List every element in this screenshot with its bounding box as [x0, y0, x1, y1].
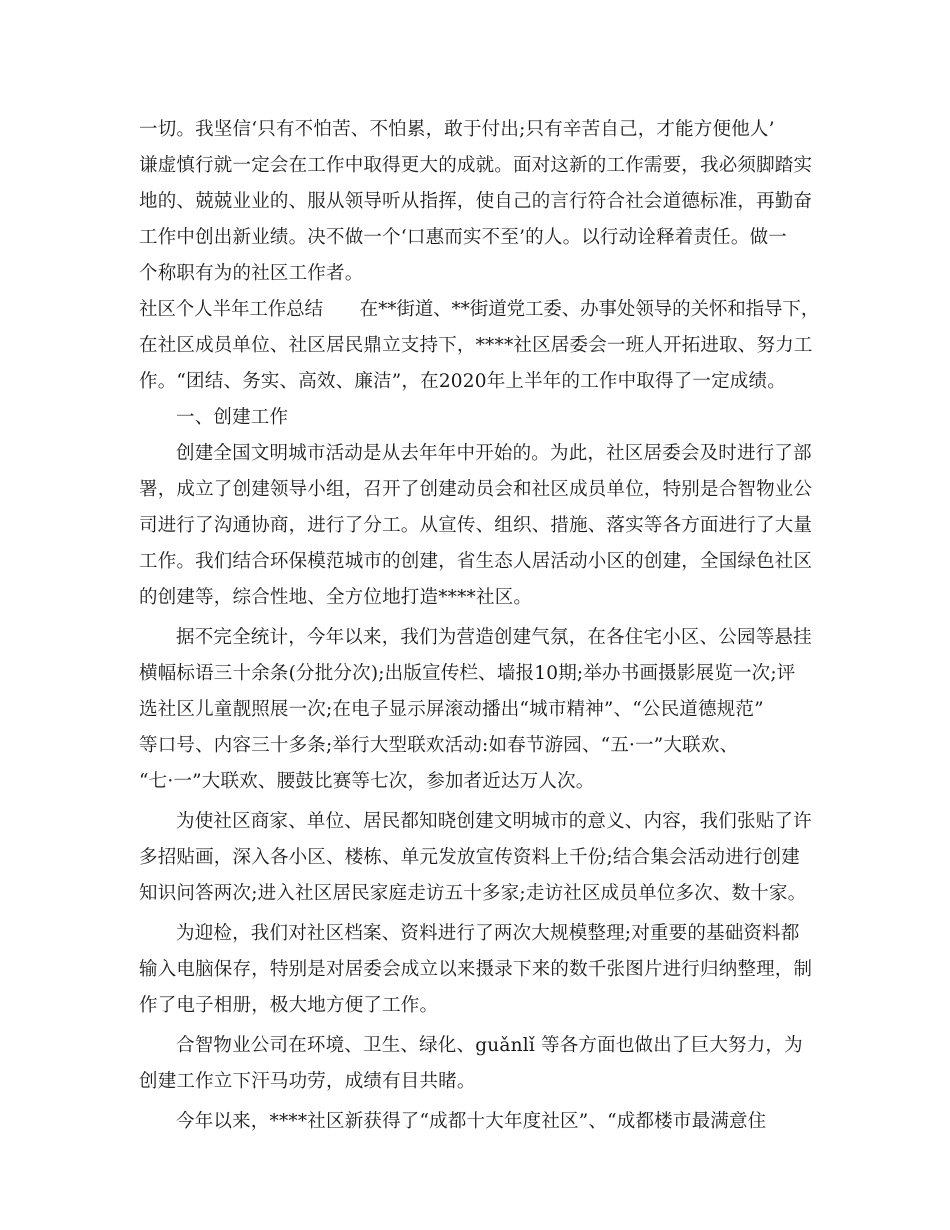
text-line: 社区个人半年工作总结 在**街道、**街道党工委、办事处领导的关怀和指导下， — [139, 299, 820, 320]
text-line: 知识问答两次;进入社区居民家庭走访五十多家;走访社区成员单位多次、数十家。 — [139, 883, 807, 904]
text-line: 作了电子相册，极大地方便了工作。 — [139, 995, 439, 1016]
text-line: 作。“团结、务实、高效、廉洁”，在2020年上半年的工作中取得了一定成绩。 — [139, 371, 786, 392]
paragraph-start-line: 创建全国文明城市活动是从去年年中开始的。为此，社区居委会及时进行了部 — [176, 443, 812, 464]
text-line: 等口号、内容三十多条;举行大型联欢活动:如春节游园、“五·一”大联欢、 — [139, 735, 739, 756]
text-line: 个称职有为的社区工作者。 — [139, 263, 364, 284]
paragraph-start-line: 为使社区商家、单位、居民都知晓创建文明城市的意义、内容，我们张贴了许 — [176, 811, 812, 832]
text-line: 地的、兢兢业业的、服从领导听从指挥，使自己的言行符合社会道德标准，再勤奋 — [139, 191, 813, 212]
text-line: 司进行了沟通协商，进行了分工。从宣传、组织、措施、落实等各方面进行了大量 — [139, 515, 813, 536]
text-line: 在社区成员单位、社区居民鼎立支持下，****社区居委会一班人开拓进取、努力工 — [139, 335, 813, 356]
document-body — [139, 112, 819, 1140]
text-line: 谦虚慎行就一定会在工作中取得更大的成就。面对这新的工作需要，我必须脚踏实 — [139, 155, 813, 176]
paragraph-start-line: 合智物业公司在环境、卫生、绿化、guǎnlǐ 等各方面也做出了巨大努力，为 — [176, 1035, 803, 1056]
text-line: 一切。我坚信‘只有不怕苦、不怕累，敢于付出;只有辛苦自己，才能方便他人’ — [139, 119, 775, 140]
text-line: 的创建等，综合性地、全方位地打造****社区。 — [139, 587, 533, 608]
text-line: 多招贴画，深入各小区、楼栋、单元发放宣传资料上千份;结合集会活动进行创建 — [139, 847, 800, 868]
text-line: 选社区儿童靓照展一次;在电子显示屏滚动播出“城市精神”、“公民道德规范” — [139, 699, 764, 720]
text-line: 输入电脑保存，特别是对居委会成立以来摄录下来的数千张图片进行归纳整理，制 — [139, 959, 813, 980]
text-line: 工作。我们结合环保模范城市的创建，省生态人居活动小区的创建，全国绿色社区 — [139, 551, 813, 572]
text-line: “七·一”大联欢、腰鼓比赛等七次，参加者近达万人次。 — [139, 771, 595, 792]
text-line: 工作中创出新业绩。决不做一个‘口惠而实不至’的人。以行动诠释着责任。做一 — [139, 227, 787, 248]
paragraph-start-line: 据不完全统计，今年以来，我们为营造创建气氛，在各住宅小区、公园等悬挂 — [176, 627, 812, 648]
text-line: 署，成立了创建领导小组，召开了创建动员会和社区成员单位，特别是合智物业公 — [139, 479, 813, 500]
text-line: 横幅标语三十余条(分批分次);出版宣传栏、墙报10期;举办书画摄影展览一次;评 — [139, 663, 796, 684]
paragraph-start-line: 为迎检，我们对社区档案、资料进行了两次大规模整理;对重要的基础资料都 — [176, 923, 800, 944]
paragraph-start-line: 今年以来，****社区新获得了“成都十大年度社区”、“成都楼市最满意住 — [176, 1111, 767, 1132]
paragraph-start-line: 一、创建工作 — [176, 407, 289, 428]
text-line: 创建工作立下汗马功劳，成绩有目共睹。 — [139, 1071, 476, 1092]
